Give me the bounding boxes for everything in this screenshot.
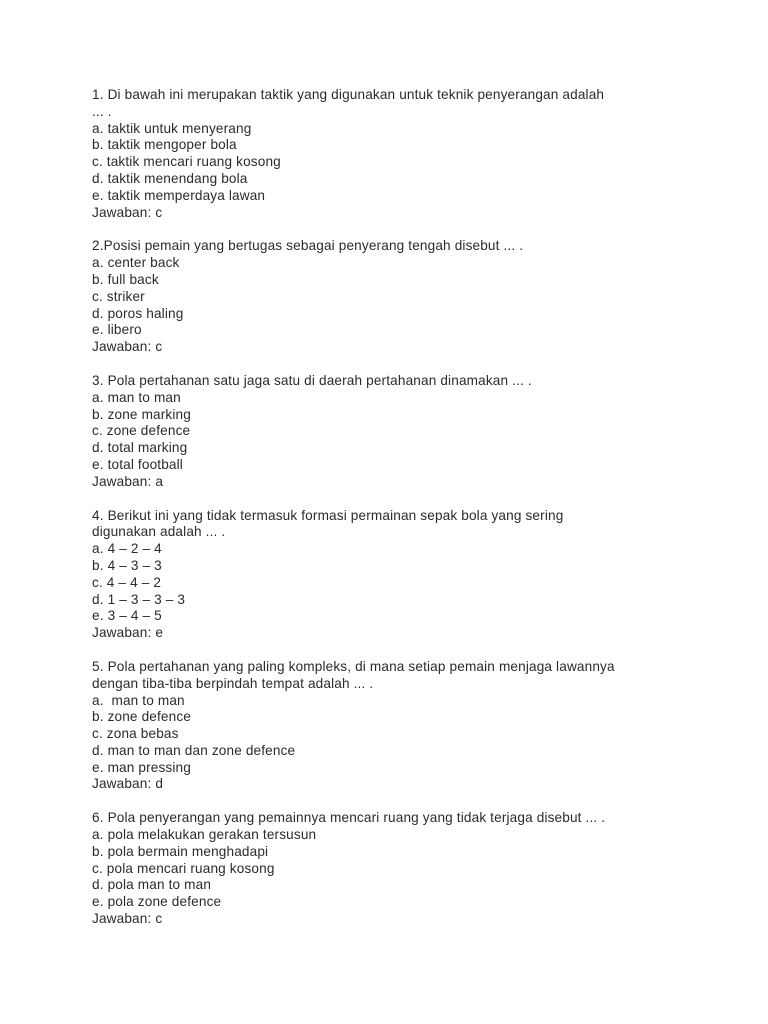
question-text: digunakan adalah ... . (92, 524, 226, 540)
option-e: e. total football (92, 456, 183, 472)
answer-key: Jawaban: a (92, 473, 164, 489)
answer-key: Jawaban: c (92, 911, 163, 927)
question-text: 6. Pola penyerangan yang pemainnya mencari ruang yang tidak terjaga disebut ... . (92, 810, 606, 826)
option-a: a. 4 – 2 – 4 (92, 541, 162, 557)
option-c: c. pola mencari ruang kosong (92, 860, 275, 876)
option-c: c. 4 – 4 – 2 (92, 574, 162, 590)
option-d: d. taktik menendang bola (92, 170, 248, 186)
option-c: c. striker (92, 288, 145, 304)
option-b: b. 4 – 3 – 3 (92, 557, 162, 573)
option-e: e. man pressing (92, 759, 191, 775)
option-a: a. taktik untuk menyerang (92, 120, 252, 136)
option-c: c. zona bebas (92, 726, 179, 742)
option-b: b. zone defence (92, 709, 191, 725)
option-b: b. taktik mengoper bola (92, 137, 237, 153)
question-text: 4. Berikut ini yang tidak termasuk formasi permainan sepak bola yang sering (92, 507, 564, 523)
question-text: ... . (92, 103, 112, 119)
question-text: 5. Pola pertahanan yang paling kompleks, di mana setiap pemain menjaga lawannya (92, 658, 615, 674)
document-body (92, 87, 712, 945)
option-a: a. man to man (92, 692, 185, 708)
option-d: d. man to man dan zone defence (92, 742, 296, 758)
option-b: b. pola bermain menghadapi (92, 843, 269, 859)
question-6 (92, 810, 712, 928)
option-e: e. taktik memperdaya lawan (92, 187, 266, 203)
question-text: 3. Pola pertahanan satu jaga satu di daerah pertahanan dinamakan ... . (92, 372, 532, 388)
option-a: a. center back (92, 255, 180, 271)
answer-key: Jawaban: c (92, 204, 163, 220)
option-a: a. pola melakukan gerakan tersusun (92, 827, 317, 843)
answer-key: Jawaban: d (92, 776, 164, 792)
option-e: e. pola zone defence (92, 894, 222, 910)
option-c: c. zone defence (92, 423, 191, 439)
option-d: d. total marking (92, 440, 188, 456)
question-5 (92, 659, 712, 793)
question-3 (92, 373, 712, 491)
option-e: e. 3 – 4 – 5 (92, 608, 162, 624)
question-text: dengan tiba-tiba berpindah tempat adalah ... . (92, 675, 374, 691)
question-4 (92, 508, 712, 642)
option-b: b. zone marking (92, 406, 191, 422)
option-d: d. pola man to man (92, 877, 212, 893)
option-d: d. 1 – 3 – 3 – 3 (92, 591, 186, 607)
option-e: e. libero (92, 322, 142, 338)
answer-key: Jawaban: e (92, 625, 164, 641)
option-b: b. full back (92, 271, 159, 287)
option-d: d. poros haling (92, 305, 184, 321)
answer-key: Jawaban: c (92, 339, 163, 355)
question-1 (92, 87, 712, 221)
question-text: 2.Posisi pemain yang bertugas sebagai penyerang tengah disebut ... . (92, 238, 524, 254)
question-text: 1. Di bawah ini merupakan taktik yang digunakan untuk teknik penyerangan adalah (92, 87, 605, 102)
question-2 (92, 238, 712, 356)
option-c: c. taktik mencari ruang kosong (92, 154, 281, 170)
option-a: a. man to man (92, 389, 181, 405)
